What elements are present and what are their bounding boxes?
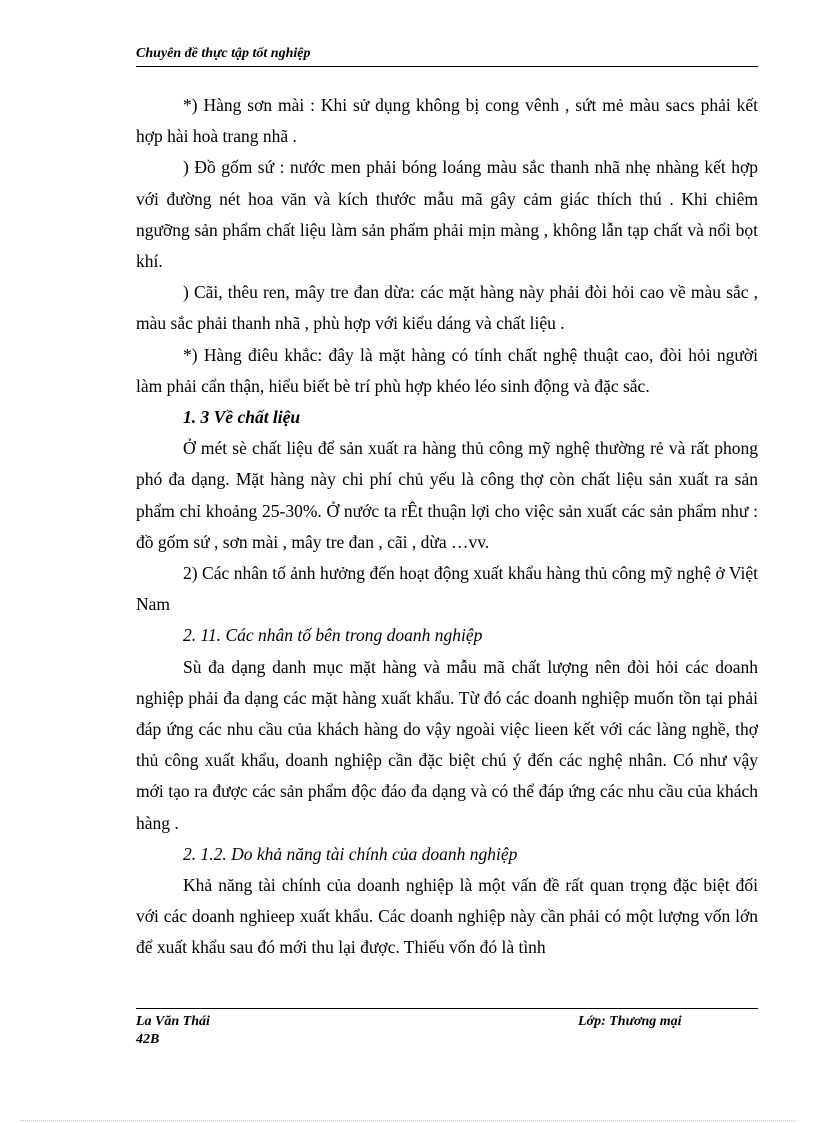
document-body <box>136 90 758 964</box>
section-heading-factors: 2) Các nhân tố ảnh hưởng đến hoạt động xuất khẩu hàng thủ công mỹ nghệ ở Việt Nam <box>136 563 758 615</box>
paragraph-product-diversity: Sù đa dạng danh mục mặt hàng và mẫu mã chất lượng nên đòi hỏi các doanh nghiệp phải đa dạng các mặt hàng xuất khẩu. Từ đó các doanh nghiệp muốn tồn tại phải đáp ứng các nhu cầu của khách hàng do vậy ngoài việc lieen kết với các làng nghề, thợ thủ công xuất khẩu, doanh nghiệp cần đặc biệt chú ý đến các nghệ nhân. Có như vậy mới tạo ra được các sản phẩm độc đáo đa dạng và có thể đáp ứng các nhu cầu của khách hàng . <box>136 656 758 833</box>
subheading-internal-factors: 2. 11. Các nhân tố bên trong doanh nghiệp <box>183 625 483 646</box>
paragraph-embroidery-rattan: ) Cãi, thêu ren, mây tre đan dừa: các mặt hàng này phải đòi hỏi cao về màu sắc , màu sắc phải thanh nhã , phù hợp với kiểu dáng và chất liệu . <box>136 282 758 334</box>
page-header-title: Chuyên đề thực tập tốt nghiệp <box>136 46 311 61</box>
author-name: La Văn Thái <box>136 1014 210 1029</box>
page-bottom-border <box>20 1120 796 1121</box>
footer-divider <box>136 1008 758 1009</box>
author-class-code: 42B <box>136 1032 160 1047</box>
header-divider <box>136 66 758 67</box>
paragraph-financial-capacity: Khả năng tài chính của doanh nghiệp là một vấn đề rất quan trọng đặc biệt đối với các doanh nghieep xuất khẩu. Các doanh nghiệp này cần phải có một lượng vốn lớn để xuất khẩu sau đó mới thu lại được. Thiếu vốn đó là tình <box>136 875 758 958</box>
paragraph-carving: *) Hàng điêu khắc: đây là mặt hàng có tính chất nghệ thuật cao, đòi hỏi người làm phải cẩn thận, hiểu biết bè trí phù hợp khéo léo sinh động và đặc sắc. <box>136 344 758 396</box>
footer-class-label: Lớp: Thương mại <box>578 1014 682 1029</box>
section-heading-materials: 1. 3 Về chất liệu <box>183 407 301 428</box>
paragraph-lacquer: *) Hàng sơn mài : Khi sử dụng không bị cong vênh , sứt mẻ màu sacs phải kết hợp hài hoà trang nhã . <box>136 95 758 147</box>
subheading-financial-capacity: 2. 1.2. Do khả năng tài chính của doanh nghiệp <box>183 843 518 864</box>
footer-author <box>136 1013 210 1049</box>
paragraph-materials: Ở mét sè chất liệu để sản xuất ra hàng thủ công mỹ nghệ thường rẻ và rất phong phó đa dạng. Mặt hàng này chi phí chủ yếu là công thợ còn chất liệu sản xuất ra sản phẩm chỉ khoảng 25-30%. Ở nước ta rÊt thuận lợi cho việc sản xuất các sản phẩm như : đồ gốm sứ , sơn mài , mây tre đan , cãi , dừa …vv. <box>136 438 758 552</box>
paragraph-ceramics: ) Đồ gốm sứ : nước men phải bóng loáng màu sắc thanh nhã nhẹ nhàng kết hợp với đường nét hoa văn và kích thước mẫu mã gây cảm giác thích thú . Khi chiêm ngưỡng sản phẩm chất liệu làm sản phẩm phải mịn màng , không lẫn tạp chất và nổi bọt khí. <box>136 157 758 272</box>
